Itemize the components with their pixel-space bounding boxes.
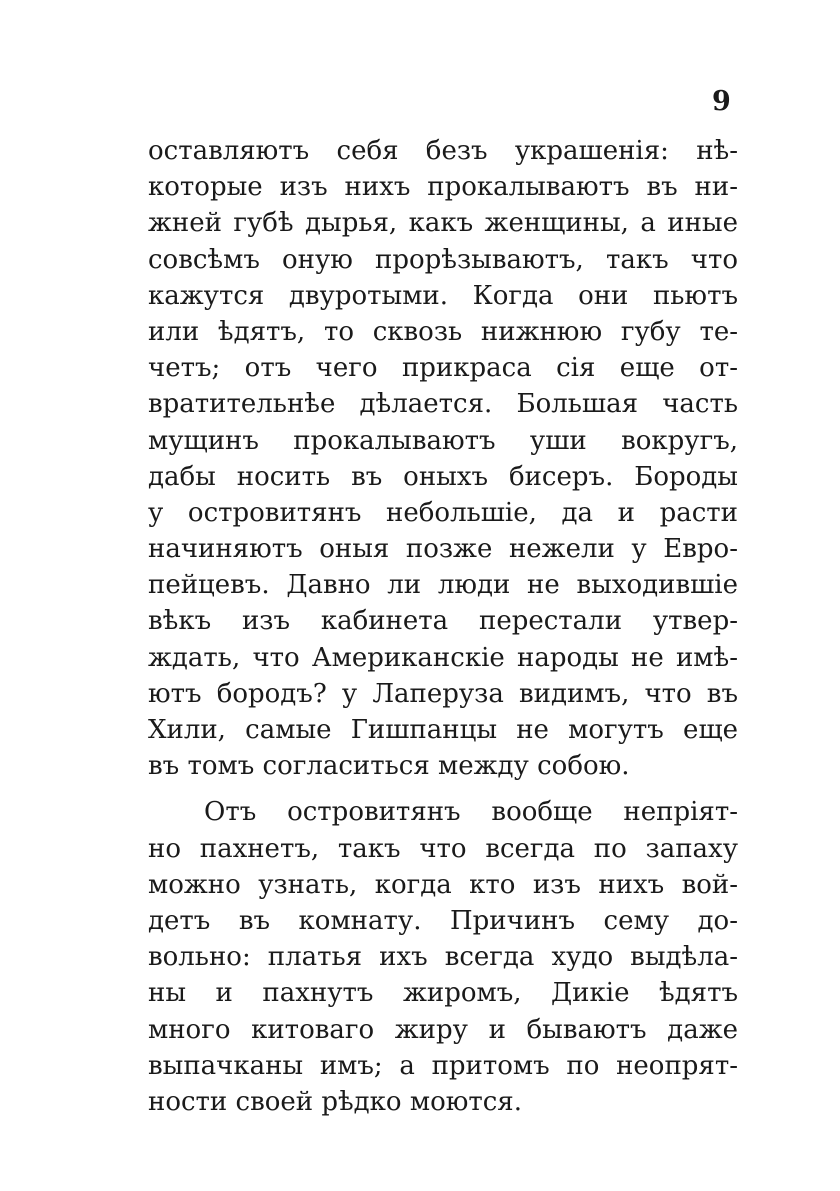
text-line: ности своей рѣдко моются. [148, 1086, 522, 1117]
text-line: у островитянъ небольшіе, да и расти [148, 497, 738, 528]
text-line: мущинъ прокалываютъ уши вокругъ, [148, 425, 738, 456]
text-line: вѣкъ изъ кабинета перестали утвер- [148, 606, 738, 637]
text-line: кажутся двуротыми. Когда они пьютъ [148, 280, 738, 311]
page-number: 9 [712, 86, 731, 117]
text-line: Хили, самые Гишпанцы не могутъ еще [148, 715, 738, 745]
text-line: Отъ островитянъ вообще непріят- [204, 797, 738, 828]
text-line: начиняютъ оныя позже нежели у Евро- [148, 534, 738, 565]
text-line: въ томъ согласиться между собою. [148, 751, 630, 782]
text-line: дабы носить въ оныхъ бисеръ. Бороды [148, 461, 738, 492]
text-line: выпачканы имъ; а притомъ по неопрят- [148, 1050, 738, 1081]
text-line: пейцевъ. Давно ли люди не выходившіе [148, 570, 738, 601]
text-line: оставляютъ себя безъ украшенія: нѣ- [148, 136, 738, 166]
text-line: ютъ бородъ? у Лаперуза видимъ, что въ [148, 678, 738, 709]
text-line: вольно: платья ихъ всегда худо выдѣла- [148, 942, 738, 973]
text-line: ны и пахнутъ жиромъ, Дикіе ѣдятъ [148, 978, 738, 1009]
body-text [148, 133, 738, 1120]
text-line: детъ въ комнату. Причинъ сему до- [148, 905, 738, 936]
text-line: но пахнетъ, такъ что всегда по запаху [148, 833, 738, 864]
text-line: четъ; отъ чего прикраса сія еще от- [148, 353, 738, 384]
text-line: много китоваго жиру и бываютъ даже [148, 1014, 738, 1045]
text-line: можно узнать, когда кто изъ нихъ вой- [148, 869, 738, 900]
text-line: или ѣдятъ, то сквозь нижнюю губу те- [148, 316, 738, 347]
paragraph [148, 133, 738, 784]
text-line: которые изъ нихъ прокалываютъ въ ни- [148, 172, 738, 203]
text-line: ждать, что Американскіе народы не имѣ- [148, 642, 738, 673]
text-line: жней губѣ дырья, какъ женщины, а иные [148, 208, 738, 239]
paragraph-spacer [148, 784, 738, 794]
text-line: вратительнѣе дѣлается. Большая часть [148, 389, 738, 420]
paragraph [148, 794, 738, 1120]
text-line: совсѣмъ оную прорѣзываютъ, такъ что [148, 244, 738, 275]
